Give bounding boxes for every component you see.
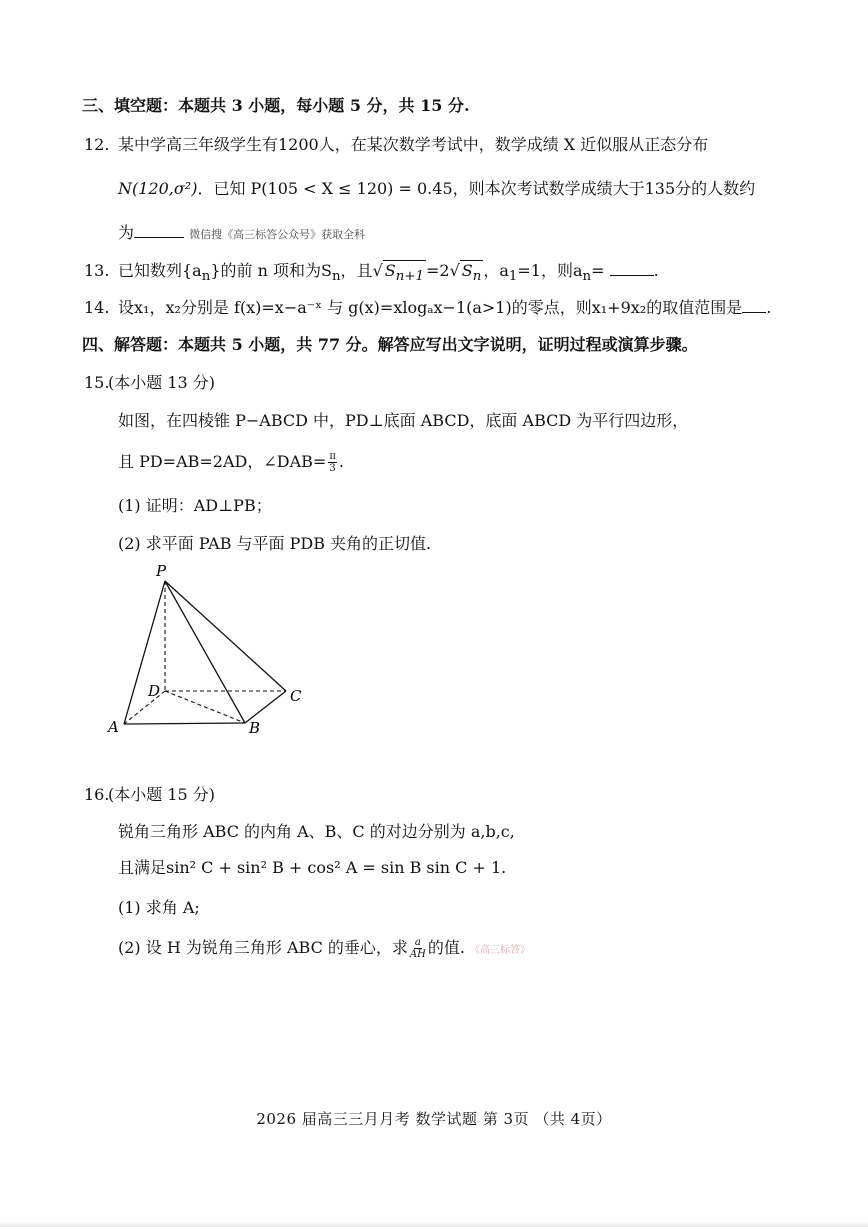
label-P: P: [156, 562, 167, 580]
q15-line1: 如图，在四棱锥 P−ABCD 中，PD⊥底面 ABCD，底面 ABCD 为平行四边形，: [118, 411, 689, 430]
q14-end: .: [766, 298, 772, 317]
section3-title: 三、填空题：本题共 3 小题，每小题 5 分，共 15 分.: [82, 96, 470, 115]
q13-sqrt2: [460, 260, 484, 285]
q13-sqrt1-sub: n+1: [395, 269, 424, 285]
edge-PA: [124, 581, 165, 724]
q16-number: 16.: [84, 785, 110, 804]
q15-part1: (1) 证明：AD⊥PB；: [118, 496, 272, 515]
q13-sqrt2-sub: n: [472, 269, 482, 285]
q13-sqrt2-var: S: [461, 261, 473, 280]
q15-part2: (2) 求平面 PAB 与平面 PDB 夹角的正切值.: [118, 534, 432, 553]
q13-end: .: [653, 261, 659, 280]
q16-part2-text: (2) 设 H 为锐角三角形 ABC 的垂心，求: [118, 938, 408, 957]
q16-part2-end: 的值.: [427, 938, 465, 957]
frac-num: π: [329, 451, 336, 462]
q12-watermark: 微信搜《高三标答公众号》获取全科: [189, 228, 366, 241]
q13-sub-n2: n: [331, 269, 341, 285]
q13-text-f: =: [591, 261, 605, 280]
q12-line2: [118, 178, 755, 200]
q13-text-c: ，且: [340, 261, 373, 280]
q12-number: 12.: [84, 135, 110, 154]
q12-normal-dist: N(120,σ²): [118, 179, 198, 198]
label-B: B: [249, 719, 261, 737]
edge-AB: [124, 723, 245, 724]
edge-PC: [165, 581, 286, 691]
q13-sub-n: n: [201, 269, 211, 285]
q13-sub-1: 1: [508, 269, 518, 285]
label-D: D: [148, 682, 161, 700]
page-footer: 2026 届高三三月月考 数学试题 第 3页 （共 4页）: [256, 1110, 612, 1128]
q14-text: 设x₁，x₂分别是 f(x)=x−a⁻ˣ 与 g(x)=xlogₐx−1(a>1)的零点，则x₁+9x₂的取值范围是: [118, 298, 743, 317]
q12-line1: 某中学高三年级学生有1200人，在某次数学考试中，数学成绩 X 近似服从正态分布: [118, 135, 709, 154]
frac-den: 3: [329, 463, 336, 474]
q15-line2-end: .: [338, 452, 344, 471]
q13-text-b: }的前 n 项和为S: [210, 261, 332, 280]
q13-text-a: 已知数列{a: [118, 261, 202, 280]
scan-edge: [0, 1221, 868, 1227]
q14-line: [118, 297, 771, 319]
q13-sqrt1: [383, 260, 426, 285]
q15-line2: [118, 451, 344, 474]
q13-answer-blank[interactable]: [610, 275, 654, 276]
q12-answer-blank[interactable]: [134, 237, 184, 238]
q12-line3: [118, 222, 365, 246]
q13-sub-n3: n: [582, 269, 592, 285]
section4-title: 四、解答题：本题共 5 小题，共 77 分。解答应写出文字说明，证明过程或演算步骤。: [82, 335, 698, 354]
q13-number: 13.: [84, 261, 110, 280]
label-A: A: [108, 718, 119, 736]
q12-line3-prefix: 为: [118, 223, 135, 242]
q15-line2-text: 且 PD=AB=2AD，∠DAB=: [118, 452, 327, 471]
q16-line1: 锐角三角形 ABC 的内角 A、B、C 的对边分别为 a,b,c,: [118, 822, 515, 841]
q13-eq: =2: [425, 261, 450, 280]
edge-PB: [165, 581, 245, 723]
a-over-AH-fraction: [410, 937, 426, 960]
q14-answer-blank[interactable]: [742, 312, 766, 313]
q16-line2: 且满足sin² C + sin² B + cos² A = sin B sin C + 1.: [118, 858, 507, 877]
label-C: C: [290, 687, 302, 705]
q12-line2-text: ．已知 P(105 < X ≤ 120) = 0.45，则本次考试数学成绩大于135分的人数约: [197, 179, 756, 198]
q16-watermark: 《高三标答》: [470, 945, 531, 956]
q13-sqrt1-var: S: [384, 261, 396, 280]
frac-num-a: a: [414, 937, 421, 948]
q13-line: [118, 260, 659, 288]
sqrt-symbol-2: √: [449, 261, 460, 280]
q13-text-e: =1，则a: [517, 261, 583, 280]
pyramid-figure: [100, 558, 320, 748]
sqrt-symbol: √: [372, 261, 383, 280]
q16-part2: [118, 937, 530, 962]
pi-over-3-fraction: [328, 451, 337, 474]
q16-header: (本小题 15 分): [108, 785, 216, 804]
q15-number: 15.: [84, 373, 110, 392]
q13-text-d: ，a: [483, 261, 509, 280]
edge-DB: [165, 691, 245, 723]
q15-header: (本小题 13 分): [108, 373, 216, 392]
q16-part1: (1) 求角 A;: [118, 898, 200, 917]
q14-number: 14.: [84, 298, 110, 317]
frac-den-AH: AH: [409, 949, 426, 960]
